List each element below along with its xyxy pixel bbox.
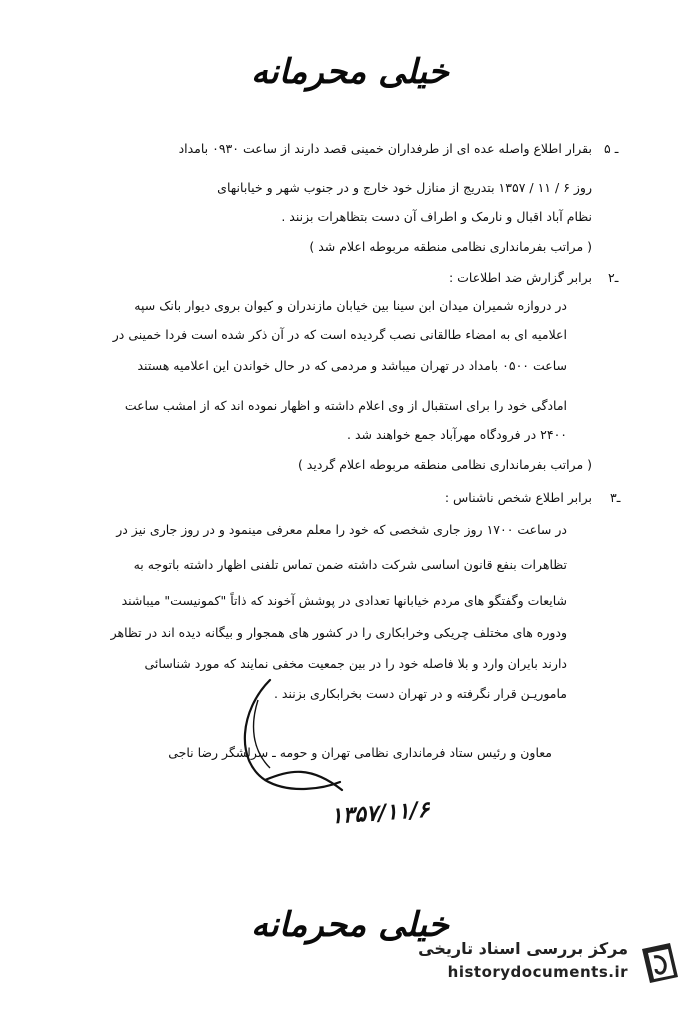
- item-2-line-6: ( مراتب بفرمانداری نظامی منطقه مربوطه اعلام گردید ): [297, 457, 592, 472]
- item-3-line-1: در ساعت ۱۷۰۰ روز جاری شخصی که خود را معلم معرفی مینمود و در روز جاری نیز در: [116, 522, 567, 537]
- item-5-line-1: بقرار اطلاع واصله عده ای از طرفداران خمینی قصد دارند از ساعت ۰۹۳۰ بامداد: [178, 141, 592, 156]
- item-5-line-4: ( مراتب بفرمانداری نظامی منطقه مربوطه اعلام شد ): [309, 239, 592, 254]
- item-2-line-4: امادگی خود را برای استقبال از وی اعلام داشته و اظهار نموده اند که از امشب ساعت: [124, 398, 567, 413]
- item-3-number: ۳ـ: [610, 490, 621, 505]
- item-5-number: ۵ ـ: [604, 141, 619, 156]
- handwritten-date: ۱۳۵۷/۱۱/۶: [329, 796, 431, 830]
- item-3-heading: برابر اطلاع شخص ناشناس :: [444, 490, 592, 505]
- classification-footer: خیلی محرمانه: [251, 905, 449, 945]
- item-2-line-2: اعلامیه ای به امضاء طالقانی نصب گردیده است که در آن ذکر شده است فردا خمینی در: [112, 327, 567, 342]
- item-2-number: ۲ـ: [608, 270, 619, 285]
- watermark-site: historydocuments.ir: [447, 963, 628, 981]
- item-2-heading: برابر گزارش ضد اطلاعات :: [448, 270, 592, 285]
- classification-header: خیلی محرمانه: [251, 52, 449, 92]
- item-5-line-3: نظام آباد اقبال و نارمک و اطراف آن دست بتظاهرات بزنند .: [281, 209, 592, 224]
- item-2-line-1: در دروازه شمیران میدان ابن سینا بین خیابان مازندران و کیوان بروی دیوار بانک سپه: [134, 298, 567, 313]
- item-3-line-5: دارند بایران وارد و بلا فاصله خود را در بین جمعیت مخفی نمایند که مورد شناسائی: [144, 656, 567, 671]
- item-3-line-4: ودوره های مختلف چریکی وخرابکاری را در کشور های همجوار و بیگانه دیده اند در تظاهر: [110, 625, 567, 640]
- archive-logo-icon: [634, 937, 686, 989]
- handwritten-signature: [230, 670, 350, 800]
- item-3-line-6: ماموریـن قرار نگرفته و در تهران دست بخرابکاری بزنند .: [273, 686, 567, 701]
- item-2-line-5: ۲۴۰۰ در فرودگاه مهرآباد جمع خواهند شد .: [347, 427, 567, 442]
- archive-watermark: [402, 935, 692, 991]
- item-2-line-3: ساعت ۰۵۰۰ بامداد در تهران میباشد و مردمی که در حال خواندن این اعلامیه هستند: [137, 358, 567, 373]
- watermark-name: مرکز بررسی اسناد تاریخی: [418, 939, 628, 958]
- item-3-line-2: تظاهرات بنفع قانون اساسی شرکت داشته ضمن تماس تلفنی اظهار داشته باتوجه به: [133, 557, 567, 572]
- item-5-line-2: روز ۶ / ۱۱ / ۱۳۵۷ بتدریج از منازل خود خارج و در جنوب شهر و خیابانهای: [217, 180, 592, 195]
- item-3-line-3: شایعات وگفتگو های مردم خیابانها تعدادی در پوشش آخوند که ذاتاً "کمونیست" میباشند: [121, 593, 567, 608]
- signatory-line: معاون و رئیس ستاد فرمانداری نظامی تهران و حومه ـ سرلشگر رضا ناجی: [168, 745, 552, 760]
